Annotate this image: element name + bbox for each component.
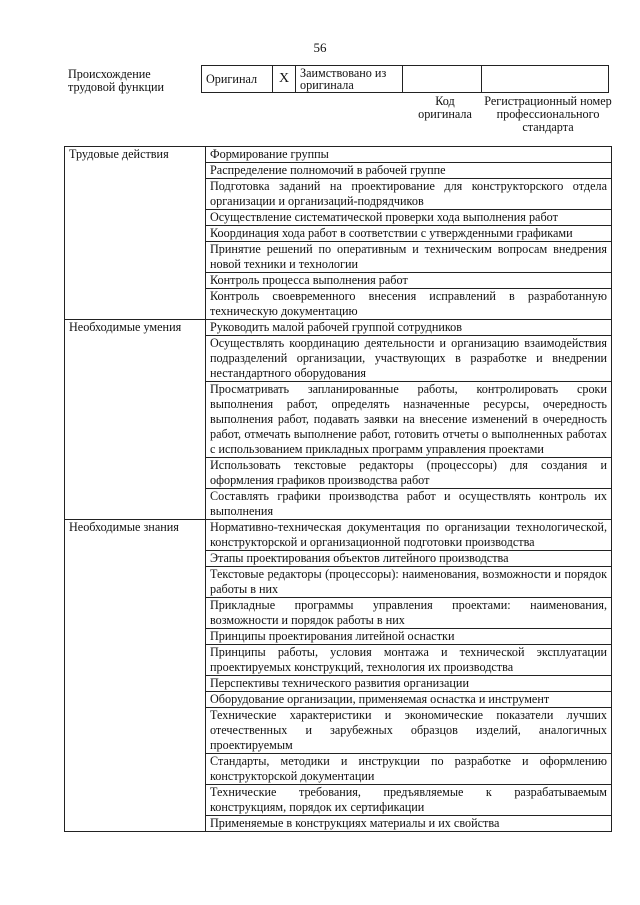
section-item: Подготовка заданий на проектирование для конструкторского отдела организации и организаций-подрядчиков [206,179,612,210]
section-item: Нормативно-техническая документация по организации технологической, конструкторской и организационной подготовки производства [206,520,612,551]
page-number: 56 [313,40,327,55]
section-item: Технические требования, предъявляемые к разрабатываемым конструкциям, порядок их сертификации [206,785,612,816]
registration-caption: Регистрационный номер профессионального стандарта [484,94,612,134]
table-row [65,147,612,163]
section-item: Контроль своевременного внесения исправлений в разработанную техническую документацию [206,289,612,320]
section-item: Прикладные программы управления проектами: наименования, возможности и порядок работы в них [206,598,612,629]
table-row [65,320,612,336]
code-caption: Код оригинала [418,94,472,121]
section-item: Просматривать запланированные работы, контролировать сроки выполнения работ, определять назначенные ресурсы, очередность выполнения работ, подавать заявки на внесение изменений в очередность работ, отмечать выполнение работ, готовить отчеты о выполненных работах с использованием прикладных программ управления проектами [206,382,612,458]
registration-cell [482,66,609,93]
original-mark: X [273,66,296,93]
section-category: Трудовые действия [65,147,206,320]
section-item: Осуществление систематической проверки хода выполнения работ [206,210,612,226]
section-item: Использовать текстовые редакторы (процессоры) для создания и оформления графиков производства работ [206,458,612,489]
section-category: Необходимые умения [65,320,206,520]
section-item: Применяемые в конструкциях материалы и их свойства [206,816,612,832]
function-table [64,146,612,832]
section-item: Координация хода работ в соответствии с утвержденными графиками [206,226,612,242]
code-cell [403,66,482,93]
section-item: Составлять графики производства работ и осуществлять контроль их выполнения [206,489,612,520]
section-item: Осуществлять координацию деятельности и организацию взаимодействия подразделений организации, участвующих в разработке и внедрении нестандартного оборудования [206,336,612,382]
section-item: Формирование группы [206,147,612,163]
section-item: Принципы работы, условия монтажа и технической эксплуатации проектируемых конструкций, технология их производства [206,645,612,676]
section-item: Перспективы технического развития организации [206,676,612,692]
section-item: Технические характеристики и экономические показатели лучших отечественных и зарубежных образцов изделий, аналогичных проектируемым [206,708,612,754]
section-item: Контроль процесса выполнения работ [206,273,612,289]
borrowed-cell: Заимствовано из оригинала [296,66,403,93]
table-row [65,520,612,551]
section-item: Этапы проектирования объектов литейного производства [206,551,612,567]
section-item: Текстовые редакторы (процессоры): наименования, возможности и порядок работы в них [206,567,612,598]
section-item: Распределение полномочий в рабочей группе [206,163,612,179]
origin-table [201,65,609,93]
section-item: Руководить малой рабочей группой сотрудников [206,320,612,336]
original-cell: Оригинал [202,66,273,93]
section-item: Стандарты, методики и инструкции по разработке и оформлению конструкторской документации [206,754,612,785]
section-item: Принятие решений по оперативным и техническим вопросам внедрения новой техники и технологии [206,242,612,273]
origin-label: Происхождение трудовой функции [68,67,165,94]
section-category: Необходимые знания [65,520,206,832]
section-item: Оборудование организации, применяемая оснастка и инструмент [206,692,612,708]
section-item: Принципы проектирования литейной оснастки [206,629,612,645]
